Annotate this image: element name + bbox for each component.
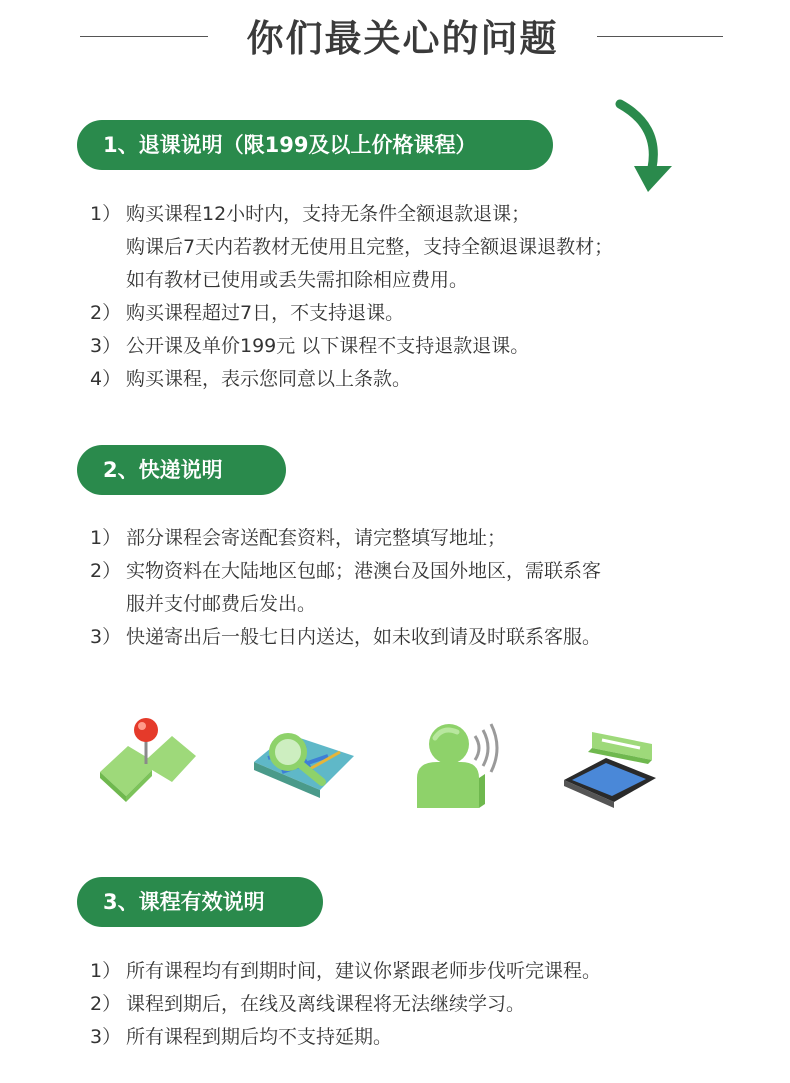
customer-service-icon <box>413 716 499 814</box>
item-number: 3） <box>90 335 122 357</box>
item-text: 课程到期后，在线及离线课程将无法继续学习。 <box>126 993 526 1015</box>
item-number: 2） <box>90 993 122 1015</box>
item-number: 2） <box>90 302 122 324</box>
item-text: 实物资料在大陆地区包邮；港澳台及国外地区，需联系客 <box>126 560 602 582</box>
list-item <box>90 363 613 396</box>
map-pin-icon <box>96 712 200 804</box>
item-number: 2） <box>90 560 122 582</box>
validity-list <box>90 955 601 1054</box>
section-heading-refund: 1、退课说明（限199及以上价格课程） <box>77 120 553 170</box>
item-text: 所有课程到期后均不支持延期。 <box>126 1026 393 1048</box>
page-header <box>0 0 790 72</box>
item-number: 1） <box>90 960 122 982</box>
item-number: 3） <box>90 1026 122 1048</box>
section-heading-validity: 3、课程有效说明 <box>77 877 323 927</box>
title-divider-right <box>597 36 723 37</box>
section-heading-delivery: 2、快递说明 <box>77 445 286 495</box>
list-item <box>90 198 613 297</box>
curved-arrow-down-icon <box>608 98 674 198</box>
delivery-list <box>90 522 601 654</box>
item-number: 4） <box>90 368 122 390</box>
item-text: 购买课程，表示您同意以上条款。 <box>126 368 412 390</box>
list-item <box>90 988 601 1021</box>
map-search-icon <box>248 722 360 806</box>
item-text: 购买课程超过7日，不支持退课。 <box>126 302 405 324</box>
item-text: 快递寄出后一般七日内送达，如未收到请及时联系客服。 <box>126 626 602 648</box>
item-text: 服并支付邮费后发出。 <box>126 593 317 615</box>
item-number: 1） <box>90 527 122 549</box>
list-item <box>90 522 601 555</box>
list-item <box>90 555 601 621</box>
title-divider-left <box>80 36 208 37</box>
item-text: 所有课程均有到期时间，建议你紧跟老师步伐听完课程。 <box>126 960 602 982</box>
item-text: 如有教材已使用或丢失需扣除相应费用。 <box>126 269 469 291</box>
list-item <box>90 297 613 330</box>
list-item <box>90 621 601 654</box>
refund-list <box>90 198 613 396</box>
item-number: 1） <box>90 203 122 225</box>
page-title: 你们最关心的问题 <box>246 17 559 60</box>
item-text: 公开课及单价199元 以下课程不支持退款退课。 <box>126 335 530 357</box>
item-text: 部分课程会寄送配套资料，请完整填写地址； <box>126 527 507 549</box>
list-item <box>90 955 601 988</box>
item-text: 购课后7天内若教材无使用且完整，支持全额退课退教材； <box>126 236 614 258</box>
item-text: 购买课程12小时内，支持无条件全额退款退课； <box>126 203 531 225</box>
phone-message-icon <box>560 730 660 812</box>
list-item <box>90 1021 601 1054</box>
list-item <box>90 330 613 363</box>
item-number: 3） <box>90 626 122 648</box>
